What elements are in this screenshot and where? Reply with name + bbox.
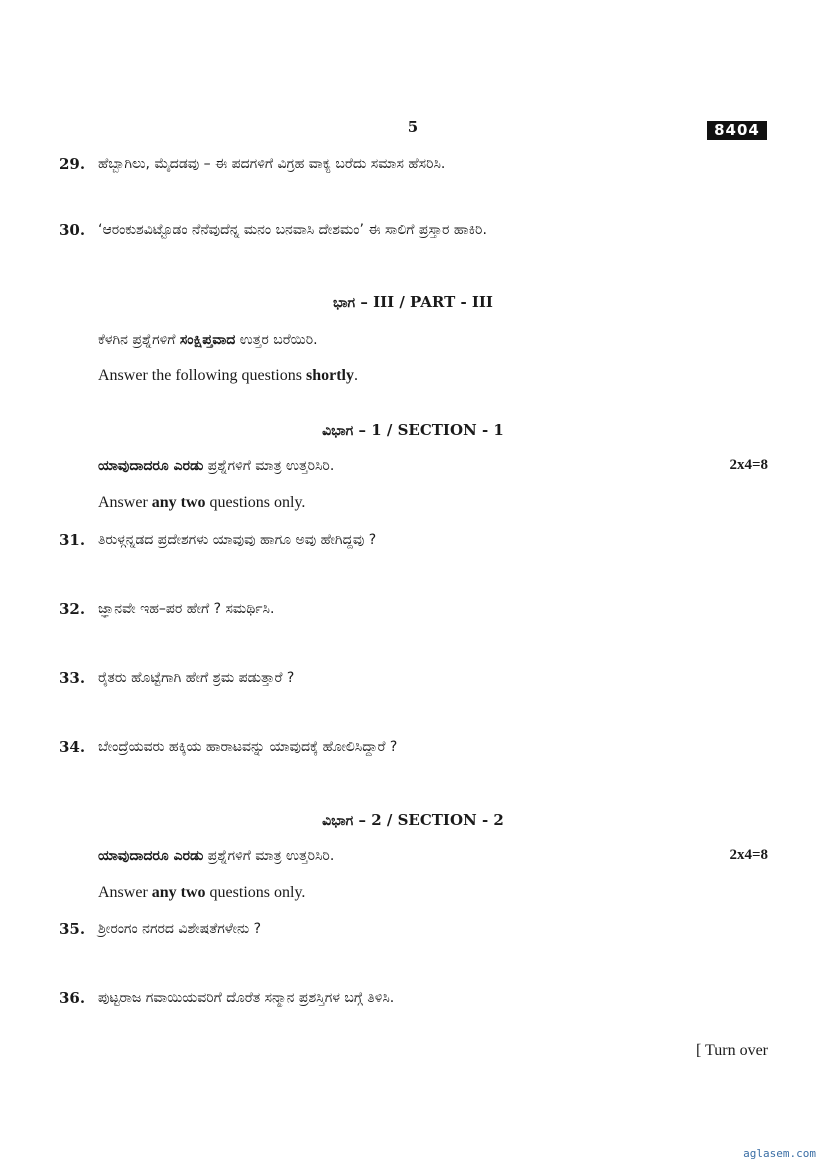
question-number: 29. <box>59 155 86 173</box>
question-number: 32. <box>59 600 86 618</box>
question-text: ಶ್ರೀರಂಗಂ ನಗರದ ವಿಶೇಷತೆಗಳೇನು ? <box>98 921 262 937</box>
instruction-text: Answer <box>98 494 152 511</box>
instruction-emphasis: any two <box>151 494 206 511</box>
instruction-emphasis: any two <box>151 884 206 901</box>
section-heading-en: – 2 / SECTION - 2 <box>358 811 504 829</box>
page-number: 5 <box>407 118 419 136</box>
instruction-text: ಪ್ರಶ್ನೆಗಳಿಗೆ ಮಾತ್ರ ಉತ್ತರಿಸಿರಿ. <box>203 458 335 474</box>
turn-over-note: [ Turn over <box>695 1042 768 1059</box>
instruction-text: Answer <box>98 884 152 901</box>
part-heading-kn: ಭಾಗ <box>333 295 356 311</box>
paper-code-badge: 8404 <box>707 121 767 140</box>
instruction-text: Answer the following questions <box>98 367 306 384</box>
instruction-emphasis: shortly <box>305 367 354 384</box>
instruction-emphasis: ಯಾವುದಾದರೂ ಎರಡು <box>98 848 204 864</box>
section-instruction-en <box>98 884 305 902</box>
question-number: 33. <box>59 669 86 687</box>
question-text: ತಿರುಳ್ಗನ್ನಡದ ಪ್ರದೇಶಗಳು ಯಾವುವು ಹಾಗೂ ಅವು ಹೇಗಿದ್ದವು ? <box>98 532 377 548</box>
instruction-text: ಕೆಳಗಿನ ಪ್ರಶ್ನೆಗಳಿಗೆ <box>98 332 180 348</box>
section-instruction-kn <box>98 848 334 864</box>
section-instruction-kn <box>98 458 334 474</box>
instruction-text: ಪ್ರಶ್ನೆಗಳಿಗೆ ಮಾತ್ರ ಉತ್ತರಿಸಿರಿ. <box>203 848 335 864</box>
section-heading-kn: ವಿಭಾಗ <box>322 423 354 439</box>
instruction-text: ಉತ್ತರ ಬರೆಯಿರಿ. <box>235 332 318 348</box>
question-text: ‘ಆರಂಕುಶವಿಟ್ಟೊಡಂ ನೆನೆವುದೆನ್ನ ಮನಂ ಬನವಾಸಿ ದೇಶಮಂ’ ಈ ಸಾಲಿಗೆ ಪ್ರಸ್ತಾರ ಹಾಕಿರಿ. <box>98 222 487 238</box>
part-instruction-kn <box>98 332 318 348</box>
instruction-text: . <box>353 367 358 384</box>
part-heading-en: – III / PART - III <box>360 293 493 311</box>
instruction-text: questions only. <box>205 494 306 511</box>
part-instruction-en <box>98 367 358 385</box>
question-text: ಬೇಂದ್ರೆಯವರು ಹಕ್ಕಿಯ ಹಾರಾಟವನ್ನು ಯಾವುದಕ್ಕೆ ಹೋಲಿಸಿದ್ದಾರೆ ? <box>98 739 398 755</box>
part-heading <box>0 293 826 311</box>
question-number: 35. <box>59 920 86 938</box>
section-heading <box>0 811 826 829</box>
instruction-emphasis: ಯಾವುದಾದರೂ ಎರಡು <box>98 458 204 474</box>
section-heading-en: – 1 / SECTION - 1 <box>358 421 504 439</box>
marks-label: 2x4=8 <box>729 847 768 863</box>
question-number: 34. <box>59 738 86 756</box>
section-instruction-en <box>98 494 305 512</box>
section-heading <box>0 421 826 439</box>
question-text: ಪುಟ್ಟರಾಜ ಗವಾಯಿಯವರಿಗೆ ದೊರೆತ ಸನ್ಮಾನ ಪ್ರಶಸ್ತಿಗಳ ಬಗ್ಗೆ ತಿಳಿಸಿ. <box>98 990 395 1006</box>
question-number: 31. <box>59 531 86 549</box>
question-text: ಜ್ಞಾನವೇ ಇಹ–ಪರ ಹೇಗೆ ? ಸಮರ್ಥಿಸಿ. <box>98 601 275 617</box>
instruction-emphasis: ಸಂಕ್ಷಿಪ್ತವಾದ <box>179 332 236 348</box>
watermark: aglasem.com <box>743 1147 816 1160</box>
question-number: 30. <box>59 221 86 239</box>
section-heading-kn: ವಿಭಾಗ <box>322 813 354 829</box>
question-text: ಹೆಬ್ಬಾಗಿಲು, ಮೈದಡವು – ಈ ಪದಗಳಿಗೆ ವಿಗ್ರಹ ವಾಕ್ಯ ಬರೆದು ಸಮಾಸ ಹೆಸರಿಸಿ. <box>98 156 446 172</box>
marks-label: 2x4=8 <box>729 457 768 473</box>
question-text: ರೈತರು ಹೊಟ್ಟೆಗಾಗಿ ಹೇಗೆ ಶ್ರಮ ಪಡುತ್ತಾರೆ ? <box>98 670 295 686</box>
instruction-text: questions only. <box>205 884 306 901</box>
question-number: 36. <box>59 989 86 1007</box>
